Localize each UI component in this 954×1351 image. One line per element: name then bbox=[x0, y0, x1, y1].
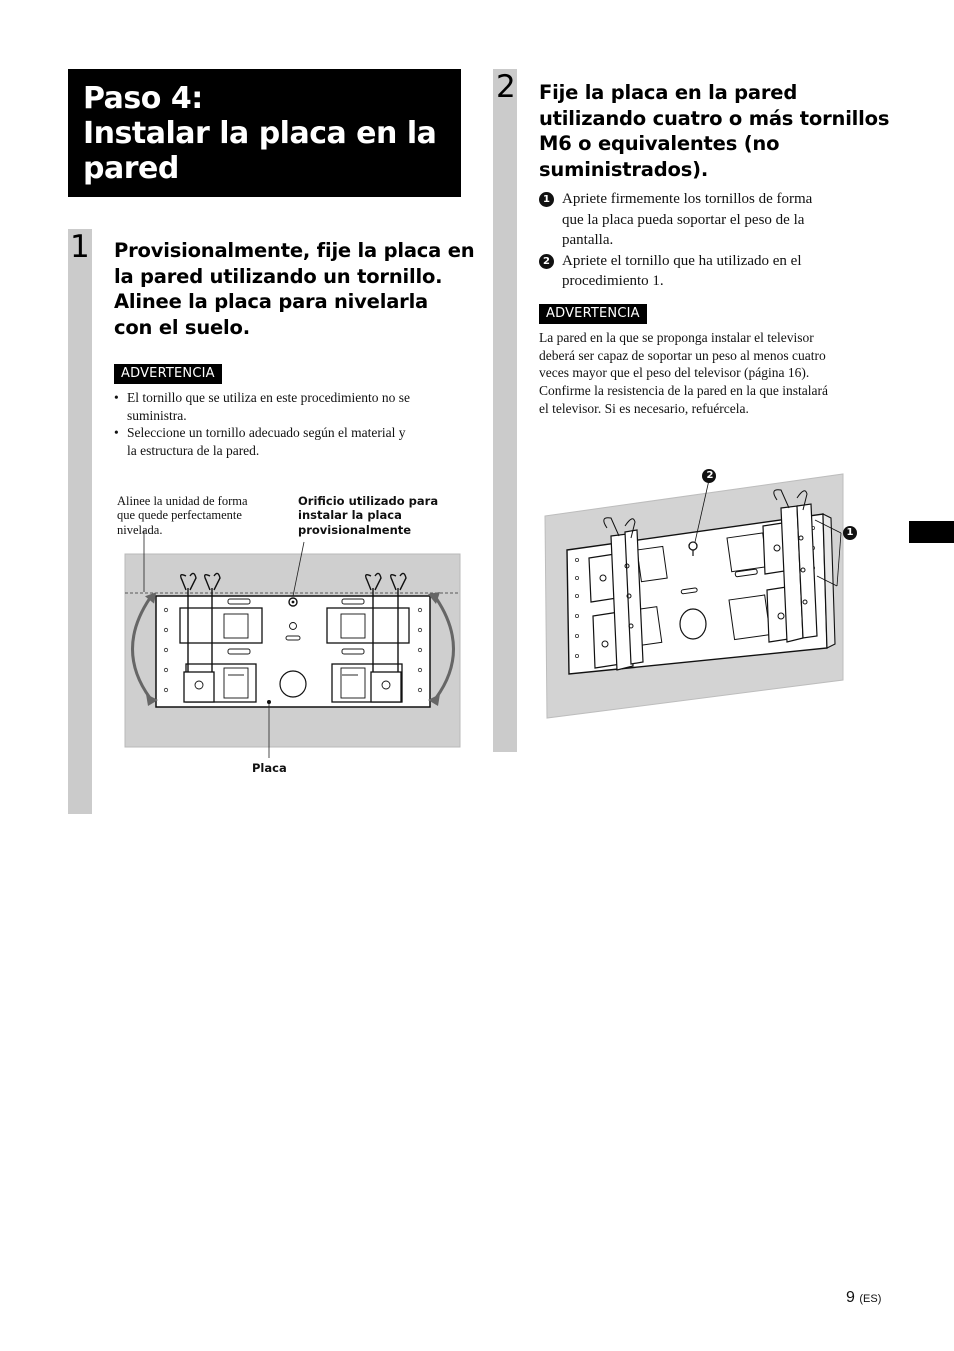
caption-align-level: Alinee la unidad de forma que quede perfectamente nivelada. bbox=[117, 494, 248, 537]
list-item: • Seleccione un tornillo adecuado según el material y la estructura de la pared. bbox=[114, 424, 464, 459]
page-number: 9 (ES) bbox=[846, 1289, 882, 1306]
step-2-warning-label: ADVERTENCIA bbox=[539, 304, 647, 324]
step-1-heading: Provisionalmente, fije la placa en la pared utilizando un tornillo. Alinee la placa para nivelarla con el suelo. bbox=[114, 239, 475, 339]
step-2-heading: Fije la placa en la pared utilizando cuatro o más tornillos M6 o equivalentes (no suministrados). bbox=[539, 81, 890, 181]
numbered-marker-icon: 1 bbox=[539, 192, 554, 207]
section-title-block bbox=[68, 69, 461, 197]
step-2-number: 2 bbox=[496, 69, 516, 105]
step-2-instructions bbox=[539, 189, 889, 292]
numbered-marker-icon: 2 bbox=[539, 254, 554, 269]
list-item: 1 Apriete firmemente los tornillos de forma que la placa pueda soportar el peso de la pantalla. bbox=[539, 189, 889, 251]
step-1-number: 1 bbox=[70, 229, 90, 265]
section-tab-marker bbox=[909, 521, 954, 543]
plate-level-illustration bbox=[110, 530, 470, 765]
caption-provisional-hole: Orificio utilizado para instalar la placa provisionalmente bbox=[298, 494, 439, 537]
list-item: • El tornillo que se utiliza en este procedimiento no se suministra. bbox=[114, 389, 464, 424]
plate-fixed-illustration bbox=[545, 466, 865, 721]
callout-1-label: 1 bbox=[846, 527, 854, 538]
step-1-warning-label: ADVERTENCIA bbox=[114, 364, 222, 384]
section-title: Paso 4: Instalar la placa en la pared bbox=[83, 81, 437, 186]
caption-plate: Placa bbox=[252, 761, 287, 775]
step-1-warning-list bbox=[114, 389, 464, 459]
step-2-warning-text: La pared en la que se proponga instalar el televisor deberá ser capaz de soportar un peso al menos cuatro veces mayor que el peso del televisor (página 16). Confirme la resistencia de la pared en la que instalará el televisor. Si es necesario, refuércela. bbox=[539, 330, 828, 416]
step-1-bar bbox=[68, 229, 92, 814]
callout-2-label: 2 bbox=[706, 470, 714, 481]
step-2-bar bbox=[493, 69, 517, 752]
list-item: 2 Apriete el tornillo que ha utilizado en el procedimiento 1. bbox=[539, 251, 889, 292]
